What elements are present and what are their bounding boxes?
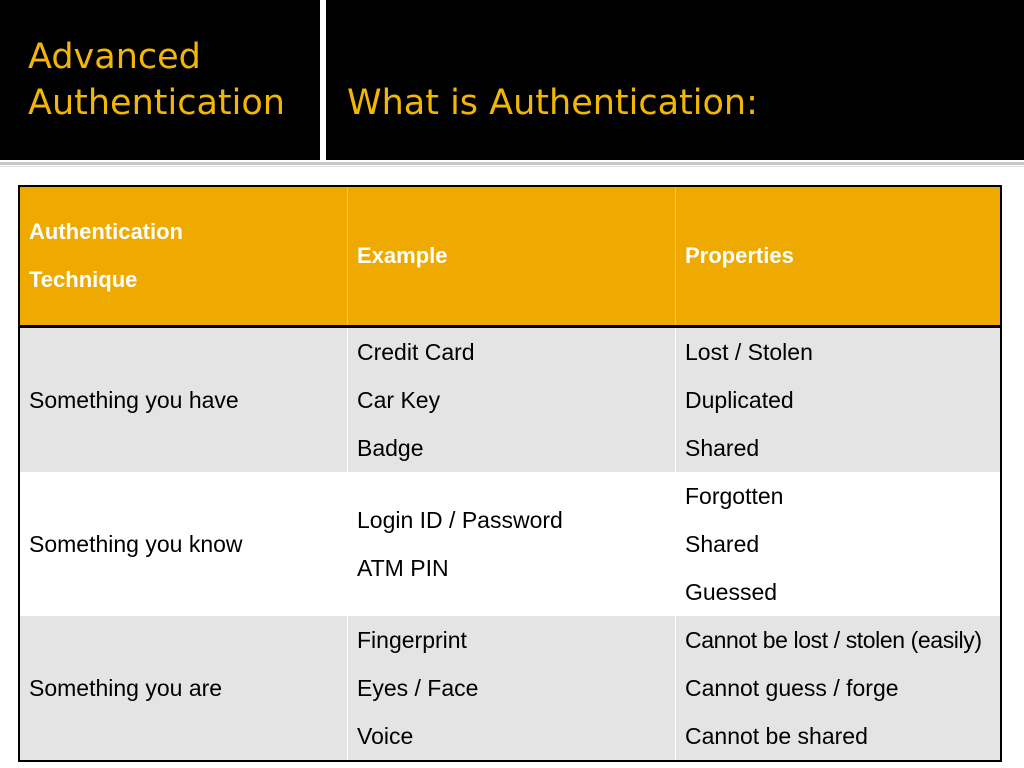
property-item: Cannot be lost / stolen (easily) (685, 627, 982, 653)
example-item: Credit Card (357, 339, 475, 365)
header-technique-line-1: Authentication (29, 219, 183, 244)
example-item: Car Key (357, 387, 441, 413)
title-bar (0, 0, 1024, 160)
technique-cell: Something you know (19, 472, 348, 616)
section-title (28, 34, 285, 126)
properties-cell (676, 327, 1002, 473)
section-title-line-1: Advanced (28, 37, 201, 77)
table-row (19, 327, 1001, 473)
property-item: Cannot be shared (685, 723, 868, 749)
property-item: Lost / Stolen (685, 339, 813, 365)
property-item: Forgotten (685, 483, 784, 509)
property-item: Shared (685, 531, 760, 557)
property-item: Duplicated (685, 387, 794, 413)
slide-title: What is Authentication: (347, 83, 758, 123)
property-item: Shared (685, 435, 760, 461)
table-header-row (19, 186, 1001, 327)
technique-cell: Something you are (19, 616, 348, 761)
table-row (19, 472, 1001, 616)
properties-cell (676, 616, 1002, 761)
authentication-table (18, 185, 1002, 762)
property-item: Cannot guess / forge (685, 675, 899, 701)
example-cell (348, 472, 676, 616)
example-item: Login ID / Password (357, 507, 563, 533)
column-header-properties: Properties (676, 186, 1002, 327)
example-item: Voice (357, 723, 414, 749)
header-technique-line-2: Technique (29, 267, 138, 292)
example-item: ATM PIN (357, 555, 449, 581)
header-rule-light (0, 166, 1024, 167)
header-rule (0, 162, 1024, 165)
example-item: Badge (357, 435, 424, 461)
example-cell (348, 327, 676, 473)
section-title-line-2: Authentication (28, 83, 285, 123)
column-header-technique (19, 186, 348, 327)
properties-cell (676, 472, 1002, 616)
property-item: Guessed (685, 579, 778, 605)
example-item: Eyes / Face (357, 675, 479, 701)
example-cell (348, 616, 676, 761)
column-header-example: Example (348, 186, 676, 327)
technique-cell: Something you have (19, 327, 348, 473)
example-item: Fingerprint (357, 627, 467, 653)
table-row (19, 616, 1001, 761)
header-divider (320, 0, 326, 160)
